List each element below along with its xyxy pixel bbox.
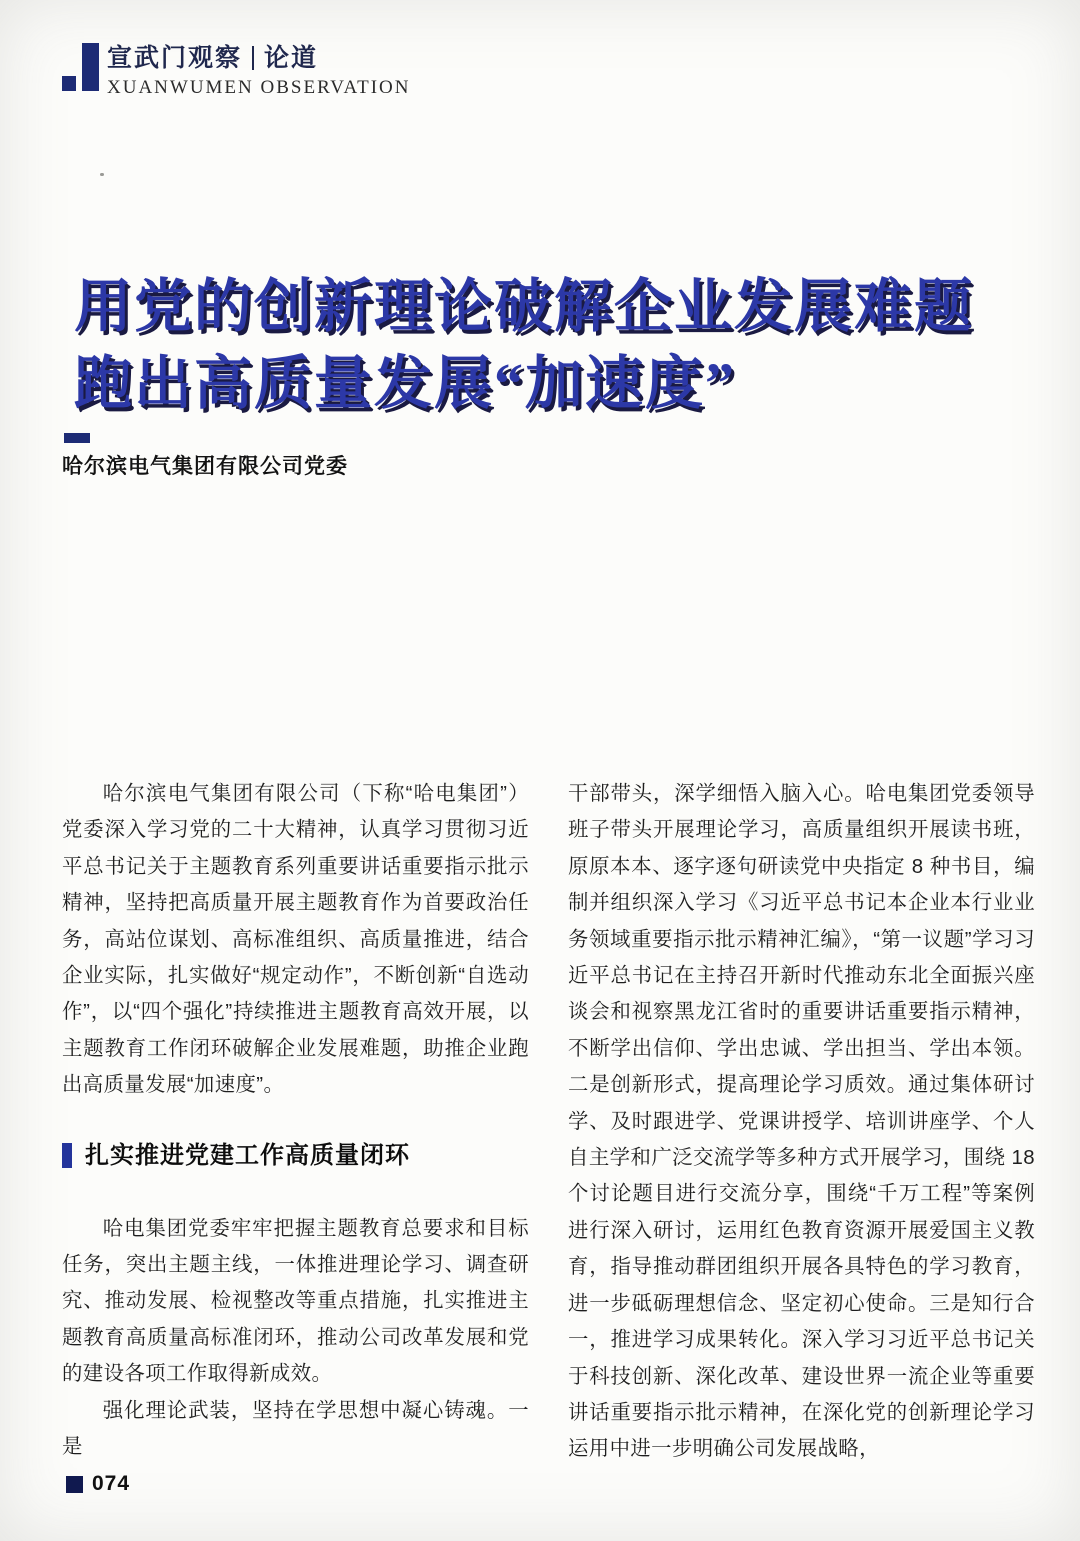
- page-header: [107, 44, 411, 99]
- paragraph: 哈电集团党委牢牢把握主题教育总要求和目标任务，突出主题主线，一体推进理论学习、调查研究、推动发展、检视整改等重点措施，扎实推进主题教育高质量高标准闭环，推动公司改革发展和党的建设各项工作取得新成效。: [62, 1217, 529, 1386]
- page-number: 074: [92, 1472, 131, 1495]
- article-title-line1: 用党的创新理论破解企业发展难题: [74, 274, 975, 339]
- section-heading-text: 扎实推进党建工作高质量闭环: [85, 1141, 410, 1169]
- print-speck: [100, 173, 104, 176]
- article-body: [62, 776, 1035, 1468]
- logo-bar-tall: [82, 43, 99, 91]
- right-column: [568, 776, 1035, 1468]
- footer-square-icon: [66, 1476, 83, 1493]
- paragraph: 干部带头，深学细悟入脑入心。哈电集团党委领导班子带头开展理论学习，高质量组织开展读书班，原原本本、逐字逐句研读党中央指定 8 种书目，编制并组织深入学习《习近平总书记本企业本行业业务领域重要指示批示精神汇编》，“第一议题”学习习近平总书记在主持召开新时代推动东北全面振兴座谈会和视察黑龙江省时的重要讲话重要指示精神，不断学出信仰、学出忠诚、学出担当、学出本领。二是创新形式，提高理论学习质效。通过集体研讨学、及时跟进学、党课讲授学、培训讲座学、个人自主学和广泛交流学等多种方式开展学习，围绕 18 个讨论题目进行交流分享，围绕“千万工程”等案例进行深入研讨，运用红色教育资源开展爱国主义教育，指导推动群团组织开展各具特色的学习教育，进一步砥砺理想信念、坚定初心使命。三是知行合一，推进学习成果转化。深入学习习近平总书记关于科技创新、深化改革、建设世界一流企业等重要讲话重要指示批示精神，在深化党的创新理论学习运用中进一步明确公司发展战略，: [568, 783, 1035, 1461]
- paragraph: 强化理论武装，坚持在学思想中凝心铸魂。一是: [62, 1399, 529, 1459]
- section-name-cn: 论道: [264, 44, 319, 72]
- brand-name-cn: 宣武门观察: [107, 44, 243, 72]
- article-title-line2: 跑出高质量发展“加速度”: [74, 351, 737, 416]
- brand-separator: [252, 46, 254, 70]
- header-brand-row: [107, 44, 411, 72]
- brand-logo-icon: [62, 43, 102, 93]
- author-byline: 哈尔滨电气集团有限公司党委: [62, 455, 348, 478]
- brand-name-en: XUANWUMEN OBSERVATION: [107, 77, 411, 98]
- section-heading: [62, 1141, 529, 1171]
- logo-bar-small: [62, 76, 76, 91]
- article-title: [74, 268, 1014, 422]
- paragraph: 哈尔滨电气集团有限公司（下称“哈电集团”）党委深入学习党的二十大精神，认真学习贯彻习近平总书记关于主题教育系列重要讲话重要指示批示精神，坚持把高质量开展主题教育作为首要政治任务，高站位谋划、高标准组织、高质量推进，结合企业实际，扎实做好“规定动作”，不断创新“自选动作”，以“四个强化”持续推进主题教育高效开展，以主题教育工作闭环破解企业发展难题，助推企业跑出高质量发展“加速度”。: [62, 783, 529, 1097]
- left-column: [62, 776, 529, 1468]
- author-accent-bar: [64, 433, 90, 443]
- page-footer: [66, 1472, 130, 1496]
- heading-marker-bar: [62, 1143, 72, 1168]
